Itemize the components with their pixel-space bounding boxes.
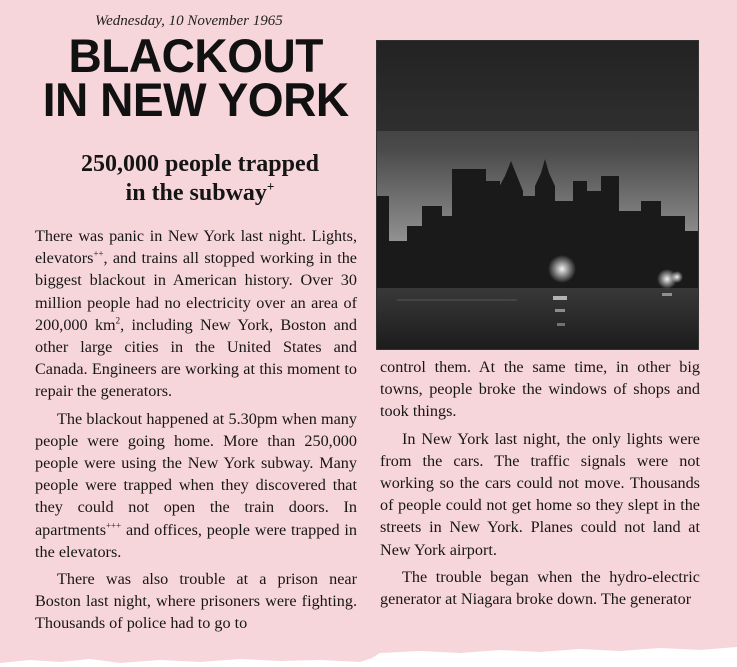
headline-line-2: IN NEW YORK: [42, 73, 349, 126]
article-column-left: [35, 225, 357, 635]
paragraph-2: [35, 408, 357, 563]
paragraph-3-continued: control them. At the same time, in other big towns, people broke the windows of shops and took things.: [380, 358, 700, 421]
footnote-mark-elevators: ++: [93, 248, 104, 259]
article-column-right: [380, 356, 700, 610]
skyline-photo-graphic: [377, 41, 698, 349]
paragraph-1: [35, 225, 357, 403]
subheadline-line-2: [40, 179, 360, 208]
headline: [34, 29, 357, 126]
paragraph-1-part-a: There was panic in New York last night. Lights, elevators: [35, 227, 357, 268]
paragraph-2-part-a: The blackout happened at 5.30pm when many people were going home. More than 250,000 people were using the New York subway. Many people were trapped when they discovered that they could not open the train doors. In apartments: [35, 409, 357, 539]
article-date: Wednesday, 10 November 1965: [95, 13, 283, 29]
photo-dark-skyline: [376, 40, 699, 350]
paragraph-1-part-b: , and trains all stopped working in the biggest blackout in American history. Over 30 million people had no electricity over an area of 200,000 km: [35, 249, 357, 334]
footnote-mark-apartments: +++: [106, 520, 122, 531]
headline-line-1: BLACKOUT: [68, 29, 323, 82]
paragraph-3: There was also trouble at a prison near Boston last night, where prisoners were fighting. Thousands of police had to go to: [35, 570, 357, 633]
paragraph-2-part-b: and offices, people were trapped in the elevators.: [35, 520, 357, 561]
subheadline-line-2-text: in the subway: [125, 180, 267, 206]
subheadline: [40, 150, 360, 208]
superscript-2: 2: [115, 315, 121, 326]
torn-paper-edge: [0, 629, 737, 667]
paragraph-5: The trouble began when the hydro-electric generator at Niagara broke down. The generator: [380, 567, 700, 609]
subheadline-line-1: 250,000 people trapped: [80, 151, 319, 177]
paragraph-4: In New York last night, the only lights were from the cars. The traffic signals were not working so the cars could not move. Thousands of people could not get home so they slept in the streets in New York. Planes could not land at New York airport.: [380, 429, 700, 559]
subheadline-footnote-mark: +: [266, 179, 275, 194]
paragraph-1-part-c: , including New York, Boston and other large cities in the United States and Canada. Engineers are working at this moment to repair the generators.: [35, 315, 357, 401]
